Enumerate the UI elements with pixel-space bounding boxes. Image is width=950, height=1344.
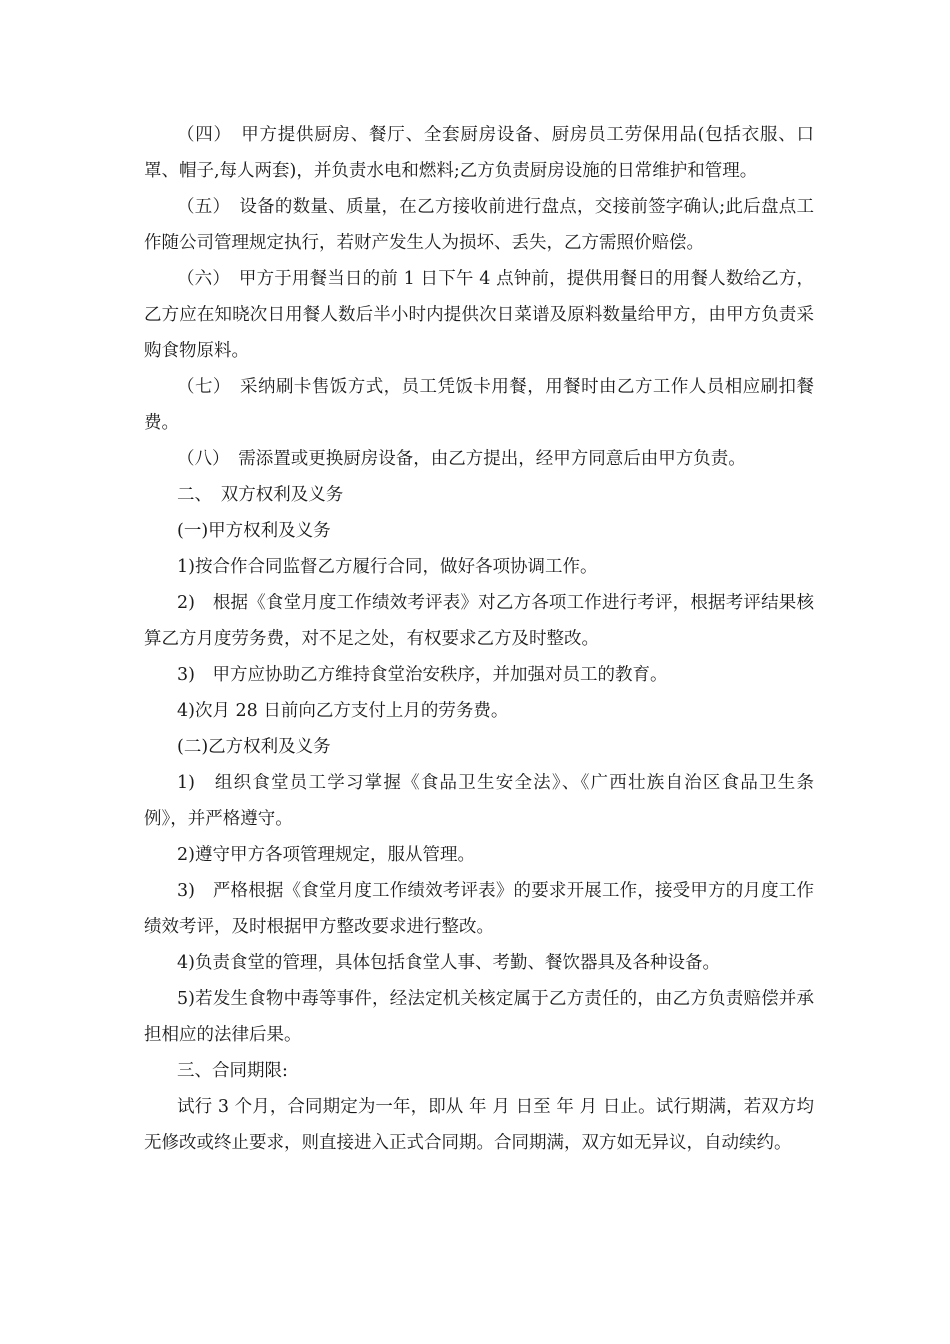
party-a-item-1: 1)按合作合同监督乙方履行合同，做好各项协调工作。: [177, 557, 598, 577]
party-b-item-2: 2)遵守甲方各项管理规定，服从管理。: [177, 845, 475, 865]
section-3-heading: 三、合同期限:: [177, 1061, 288, 1081]
clause-7-card-payment: （七） 采纳刷卡售饭方式，员工凭饭卡用餐，用餐时由乙方工作人员相应刷扣餐费。: [144, 377, 814, 433]
subsection-party-b-heading: (二)乙方权利及义务: [177, 737, 331, 757]
clause-5-equipment-inventory: （五） 设备的数量、质量，在乙方接收前进行盘点，交接前签字确认;此后盘点工作随公司管理规定执行，若财产发生人为损坏、丢失，乙方需照价赔偿。: [144, 197, 814, 253]
clause-6-meal-headcount: （六） 甲方于用餐当日的前 1 日下午 4 点钟前，提供用餐日的用餐人数给乙方，乙方应在知晓次日用餐人数后半小时内提供次日菜谱及原料数量给甲方，由甲方负责采购食物原料。: [144, 269, 814, 361]
party-a-item-4: 4)次月 28 日前向乙方支付上月的劳务费。: [177, 701, 509, 721]
party-a-item-3: 3) 甲方应协助乙方维持食堂治安秩序，并加强对员工的教育。: [177, 665, 668, 685]
party-a-item-2: 2) 根据《食堂月度工作绩效考评表》对乙方各项工作进行考评，根据考评结果核算乙方月度劳务费，对不足之处，有权要求乙方及时整改。: [144, 593, 814, 649]
subsection-party-a-heading: (一)甲方权利及义务: [177, 521, 331, 541]
party-b-item-5: 5)若发生食物中毒等事件，经法定机关核定属于乙方责任的，由乙方负责赔偿并承担相应的法律后果。: [144, 989, 814, 1045]
section-2-heading: 二、 双方权利及义务: [177, 485, 344, 505]
contract-term-paragraph: 试行 3 个月，合同期定为一年，即从 年 月 日至 年 月 日止。试行期满，若双方均无修改或终止要求，则直接进入正式合同期。合同期满，双方如无异议，自动续约。: [144, 1097, 814, 1153]
party-b-item-4: 4)负责食堂的管理，具体包括食堂人事、考勤、餐饮器具及各种设备。: [177, 953, 720, 973]
party-b-item-1: 1) 组织食堂员工学习掌握《食品卫生安全法》、《广西壮族自治区食品卫生条例》，并严格遵守。: [144, 773, 814, 829]
clause-8-equipment-replacement: （八） 需添置或更换厨房设备，由乙方提出，经甲方同意后由甲方负责。: [177, 449, 746, 469]
document-body: [144, 117, 814, 1161]
clause-4-kitchen-supplies: （四） 甲方提供厨房、餐厅、全套厨房设备、厨房员工劳保用品(包括衣服、口罩、帽子,每人两套)，并负责水电和燃料;乙方负责厨房设施的日常维护和管理。: [144, 125, 814, 181]
party-b-item-3: 3) 严格根据《食堂月度工作绩效考评表》的要求开展工作，接受甲方的月度工作绩效考评，及时根据甲方整改要求进行整改。: [144, 881, 814, 937]
